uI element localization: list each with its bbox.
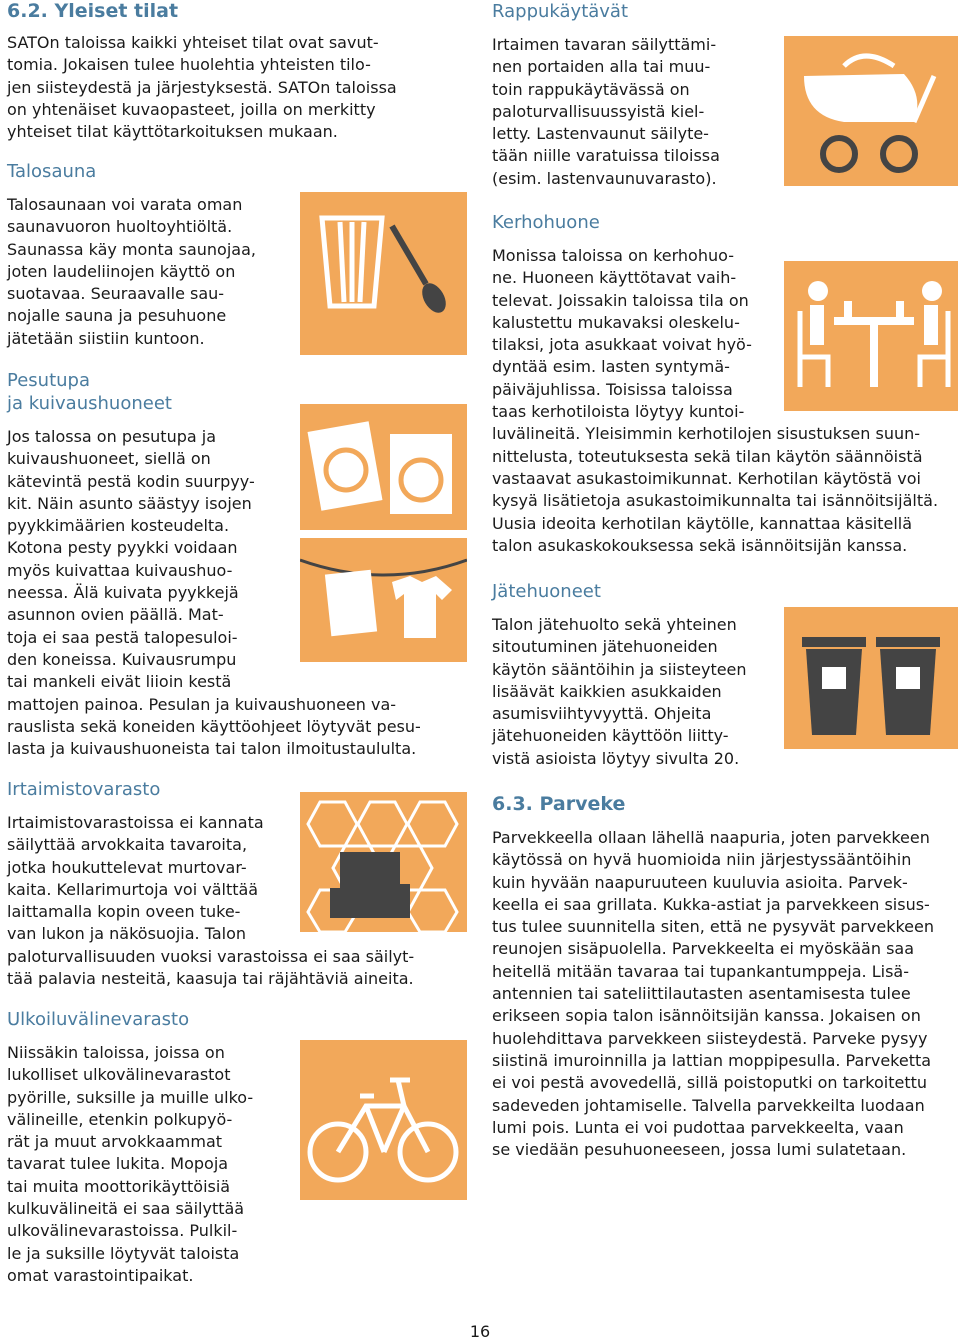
- subsection-heading: Irtaimistovarasto: [7, 779, 161, 800]
- subsection-heading: Ulkoiluvälinevarasto: [7, 1009, 190, 1030]
- irtaimisto-paragraph: Irtaimistovarastoissa ei kannata säilyttää arvokkaita tavaroita, jotka houkuttelevat murtovar- kaita. Kellarimurtoja voi välttää laittamalla kopin oveen tuke- van lukon ja näkösuojia. Talon paloturvallisuuden vuoksi varastoissa ei saa säilyt- tää palavia nesteitä, kaasuja tai räjähtäviä aineita.: [7, 813, 415, 989]
- subsection-heading: Rappukäytävät: [492, 1, 629, 22]
- storage-boxes-icon: [300, 792, 467, 932]
- intro-paragraph: [7, 32, 437, 143]
- page-number: 16: [469, 1322, 491, 1341]
- subsection-heading: Jätehuoneet: [492, 581, 601, 602]
- laundry-line-icon: [300, 538, 467, 662]
- bicycle-icon: [300, 1040, 467, 1200]
- pram-icon: [784, 36, 958, 186]
- jate-paragraph: Talon jätehuolto sekä yhteinen sitoutuminen jätehuoneiden käytön sääntöihin ja siisteyteen lisäävät kaikkien asukkaiden asumisviihtyvyyttä. Ohjeita jätehuoneiden käyttöön liitty- vistä asioista löytyy sivulta 20.: [492, 615, 747, 768]
- pesutupa-section: [7, 369, 421, 760]
- section-62: [7, 0, 437, 143]
- parveke-section: [492, 793, 952, 1161]
- washing-machines-icon: [300, 404, 467, 530]
- text-line: yhteiset tilat käyttötarkoituksen mukaan.: [7, 122, 338, 142]
- text-line: on yhtenäiset kuvaopasteet, joilla on merkitty: [7, 99, 376, 119]
- subsection-heading: Kerhohuone: [492, 212, 600, 233]
- sauna-bucket-icon: [300, 192, 467, 355]
- subsection-heading: Pesutupa ja kuivaushuoneet: [7, 370, 172, 414]
- subsection-heading: Talosauna: [7, 161, 97, 182]
- parveke-paragraph: Parvekkeella ollaan lähellä naapuria, joten parvekkeen käytössä on hyvä huomioida niin järjestyssääntöihin kuin hyvään naapuruuteen kuuluvia asioita. Parvek- keella ei saa grillata. Kukka-astiat ja parvekkeen sisus- tus tulee suunnitella siten, että ne pysyvät parvekkeen reunojen sisäpuolella. Parvekkeelta ei myöskään saa heitellä mitään tavaraa tai tupankantumppeja. Lisä- antennien tai sateliittilautasten asentamisesta tulee erikseen sopia talon isännöitsijän kanssa. Jokaisen on huolehdittava parvekkeen siisteydestä. Parveke pysyy siistinä imuroinnilla ja lattian moppipesulla. Parveketta ei voi pestä avovedellä, sillä poistoputki on tarkoitettu sadeveden johtamiselle. Talvella parvekkeilta luodaan lumi pois. Lunta ei voi pudottaa parvekkeelta, vaan se viedään pesuhuoneeseen, jossa lumi sulatetaan.: [492, 828, 934, 1160]
- club-room-icon: [784, 261, 958, 411]
- text-line: tomia. Jokaisen tulee huolehtia yhteisten tilo-: [7, 55, 371, 75]
- text-line: jen siisteydestä ja järjestyksestä. SATOn taloissa: [7, 77, 397, 97]
- text-line: SATOn taloissa kaikki yhteiset tilat ovat savut-: [7, 33, 379, 52]
- talosauna-paragraph: Talosaunaan voi varata oman saunavuoron huoltoyhtiöltä. Saunassa käy monta saunojaa, joten laudeliinojen käyttö on suotavaa. Seuraavalle sau- nojalle sauna ja pesuhuone jätetään siistiin kuntoon.: [7, 195, 256, 348]
- section-heading: 6.2. Yleiset tilat: [7, 0, 179, 22]
- jate-section: [492, 580, 762, 770]
- rappu-paragraph: Irtaimen tavaran säilyttämi- nen portaiden alla tai muu- toin rappukäytävässä on paloturvallisuussyistä kiel- letty. Lastenvaunut säilyte- tään niille varatuissa tiloissa (esim. lastenvaunuvarasto).: [492, 35, 720, 188]
- pesutupa-paragraph: Jos talossa on pesutupa ja kuivaushuoneet, siellä on kätevintä pestä kodin suurpyy- kit. Näin asunto säästyy isojen pyykkimäärien kosteudelta. Kotona pesty pyykki voidaan myös kuivattaa kuivaushuo- neessa. Älä kuivata pyykkejä asunnon ovien päällä. Mat- toja ei saa pestä talopesuloi- den koneissa. Kuivausrumpu tai mankeli eivät liioin kestä mattojen painoa. Pesulan ja kuivaushuoneen va- rauslista sekä koneiden käyttöohjeet löytyvät pesu- lasta ja kuivaushuoneista tai talon ilmoitustaululta.: [7, 427, 421, 759]
- ulkoilu-paragraph: Niissäkin taloissa, joissa on lukolliset ulkovälinevarastot pyörille, suksille ja muille ulko- välineille, etenkin polkupyö- rät ja muut arvokkaammat tavarat tulee lukita. Mopoja tai muita moottorikäyttöisiä kulkuvälineitä ei saa säilyttää ulkovälinevarastoissa. Pulkil- le ja suksille löytyvät taloista omat varastointipaikat.: [7, 1043, 254, 1285]
- rappu-section: [492, 0, 737, 190]
- talosauna-section: [7, 160, 297, 350]
- kerho-paragraph: Monissa taloissa on kerhohuo- ne. Huoneen käyttötavat vaih- televat. Joissakin taloissa tila on kalustettu mukavaksi oleskelu- tilaksi, jota asukkaat voivat hyö- dyntää esim. lasten syntymä- päiväjuhlissa. Toisissa taloissa taas kerhotiloista löytyy kuntoi- luvälineitä. Yleisimmin kerhotilojen sisustuksen suun- nittelusta, toteutuksesta sekä tilan käytön säännöistä vastaavat asukastoimikunnat. Kerhotilan käytöstä voi kysyä lisätietoja asukastoimikunnalta tai isännöitsijältä. Uusia ideoita kerhotilan käytölle, kannattaa käsitellä talon asukaskokouksessa sekä isännöitsijän kanssa.: [492, 246, 939, 555]
- section-heading: 6.3. Parveke: [492, 793, 626, 815]
- waste-bins-icon: [784, 607, 958, 749]
- ulkoilu-section: [7, 1008, 297, 1287]
